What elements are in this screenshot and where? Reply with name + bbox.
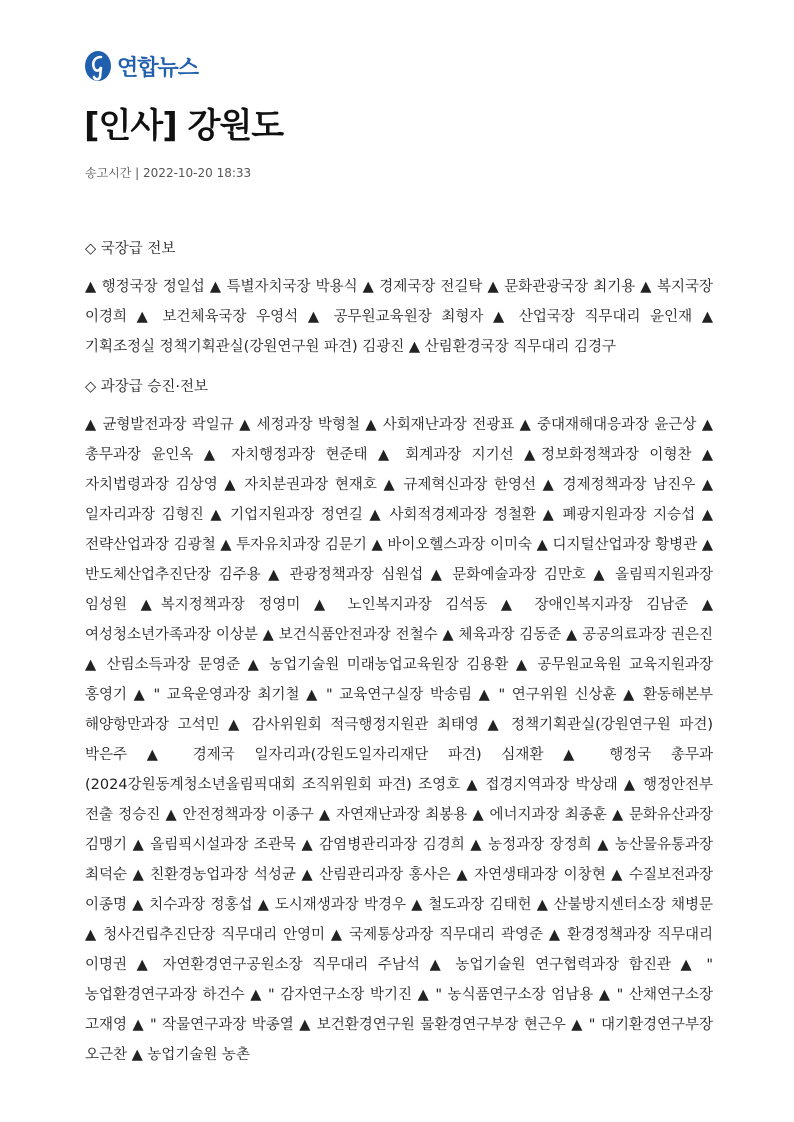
article-meta: 송고시간 | 2022-10-20 18:33 <box>85 166 252 180</box>
yonhap-logo-icon <box>84 50 112 82</box>
publisher-name: 연합뉴스 <box>117 55 199 81</box>
section-heading-division: ◇ 과장급 승진·전보 <box>85 379 209 395</box>
article-title: [인사] 강원도 <box>84 106 284 146</box>
section-heading-director: ◇ 국장급 전보 <box>85 241 176 257</box>
section-body-division: ▲ 균형발전과장 곽일규 ▲ 세정과장 박형철 ▲ 사회재난과장 전광표 ▲ 중대재해대응과장 윤근상 ▲ 총무과장 윤인옥 ▲ 자치행정과장 현준태 ▲ 회계과장 지기선 ▲정보화정책과장 이형찬 ▲ 자치법령과장 김상영 ▲ 자치분권과장 현재호 ▲ 규제혁신과장 한영선 ▲ 경제정책과장 남진우 ▲ 일자리과장 김형진 ▲ 기업지원과장 정연길 ▲ 사회적경제과장 정철환 ▲ 폐광지원과장 지승섭 ▲ 전략산업과장 김광철 ▲ 투자유치과장 김문기 ▲ 바이오헬스과장 이미숙 ▲ 디지털산업과장 황병관 ▲ 반도체산업추진단장 김주용 ▲ 관광정책과장 심원섭 ▲ 문화예술과장 김만호 ▲ 올림픽지원과장 임성원 ▲복지정책과장 정영미 ▲ 노인복지과장 김석동 ▲ 장애인복지과장 김남준 ▲ 여성청소년가족과장 이상분 ▲ 보건식품안전과장 전철수 ▲ 체육과장 김동준 ▲ 공공의료과장 권은진 ▲ 산림소득과장 문영준 ▲ 농업기술원 미래농업교육원장 김용환 ▲ 공무원교육원 교육지원과장 홍영기 ▲ " 교육운영과장 최기철 ▲ " 교육연구실장 박송림 ▲ " 연구위원 신상훈 ▲ 환동해본부 해양항만과장 고석민 ▲ 감사위원회 적극행정지원관 최태영 ▲ 정책기획관실(강원연구원 파견) 박은주 ▲ 경제국 일자리과(강원도일자리재단 파견) 심재환 ▲ 행정국 총무과(2024강원동계청소년올림픽대회 조직위원회 파견) 조영호 ▲ 접경지역과장 박상래 ▲ 행정안전부 전출 정승진 ▲ 안전정책과장 이종구 ▲ 자연재난과장 최봉용 ▲ 에너지과장 최종훈 ▲ 문화유산과장 김맹기 ▲ 올림픽시설과장 조관묵 ▲ 감염병관리과장 김경희 ▲ 농정과장 장정희 ▲ 농산물유통과장 최덕순 ▲ 친환경농업과장 석성균 ▲ 산림관리과장 홍사은 ▲ 자연생태과장 이창현 ▲ 수질보전과장 이종명 ▲ 치수과장 정홍섭 ▲ 도시재생과장 박경우 ▲ 철도과장 김태헌 ▲ 산불방지센터소장 채병문 ▲ 청사건립추진단장 직무대리 안영미 ▲ 국제통상과장 직무대리 곽영준 ▲ 환경정책과장 직무대리 이명권 ▲ 자연환경연구공원소장 직무대리 주남석 ▲ 농업기술원 연구협력과장 함진관 ▲ " 농업환경연구과장 하건수 ▲ " 감자연구소장 박기진 ▲ " 농식품연구소장 엄남용 ▲ " 산채연구소장 고재영 ▲ " 작물연구과장 박종열 ▲ 보건환경연구원 물환경연구부장 현근우 ▲ " 대기환경연구부장 오근찬 ▲ 농업기술원 농촌 <box>85 417 713 1063</box>
article-body <box>85 234 713 1080</box>
publisher-logo <box>84 50 198 82</box>
section-body-director: ▲ 행정국장 정일섭 ▲ 특별자치국장 박용식 ▲ 경제국장 전길탁 ▲ 문화관광국장 최기용 ▲ 복지국장 이경희 ▲ 보건체육국장 우영석 ▲ 공무원교육원장 최형자 ▲ 산업국장 직무대리 윤인재 ▲ 기획조정실 정책기획관실(강원연구원 파견) 김광진 ▲ 산림환경국장 직무대리 김경구 <box>85 279 713 355</box>
